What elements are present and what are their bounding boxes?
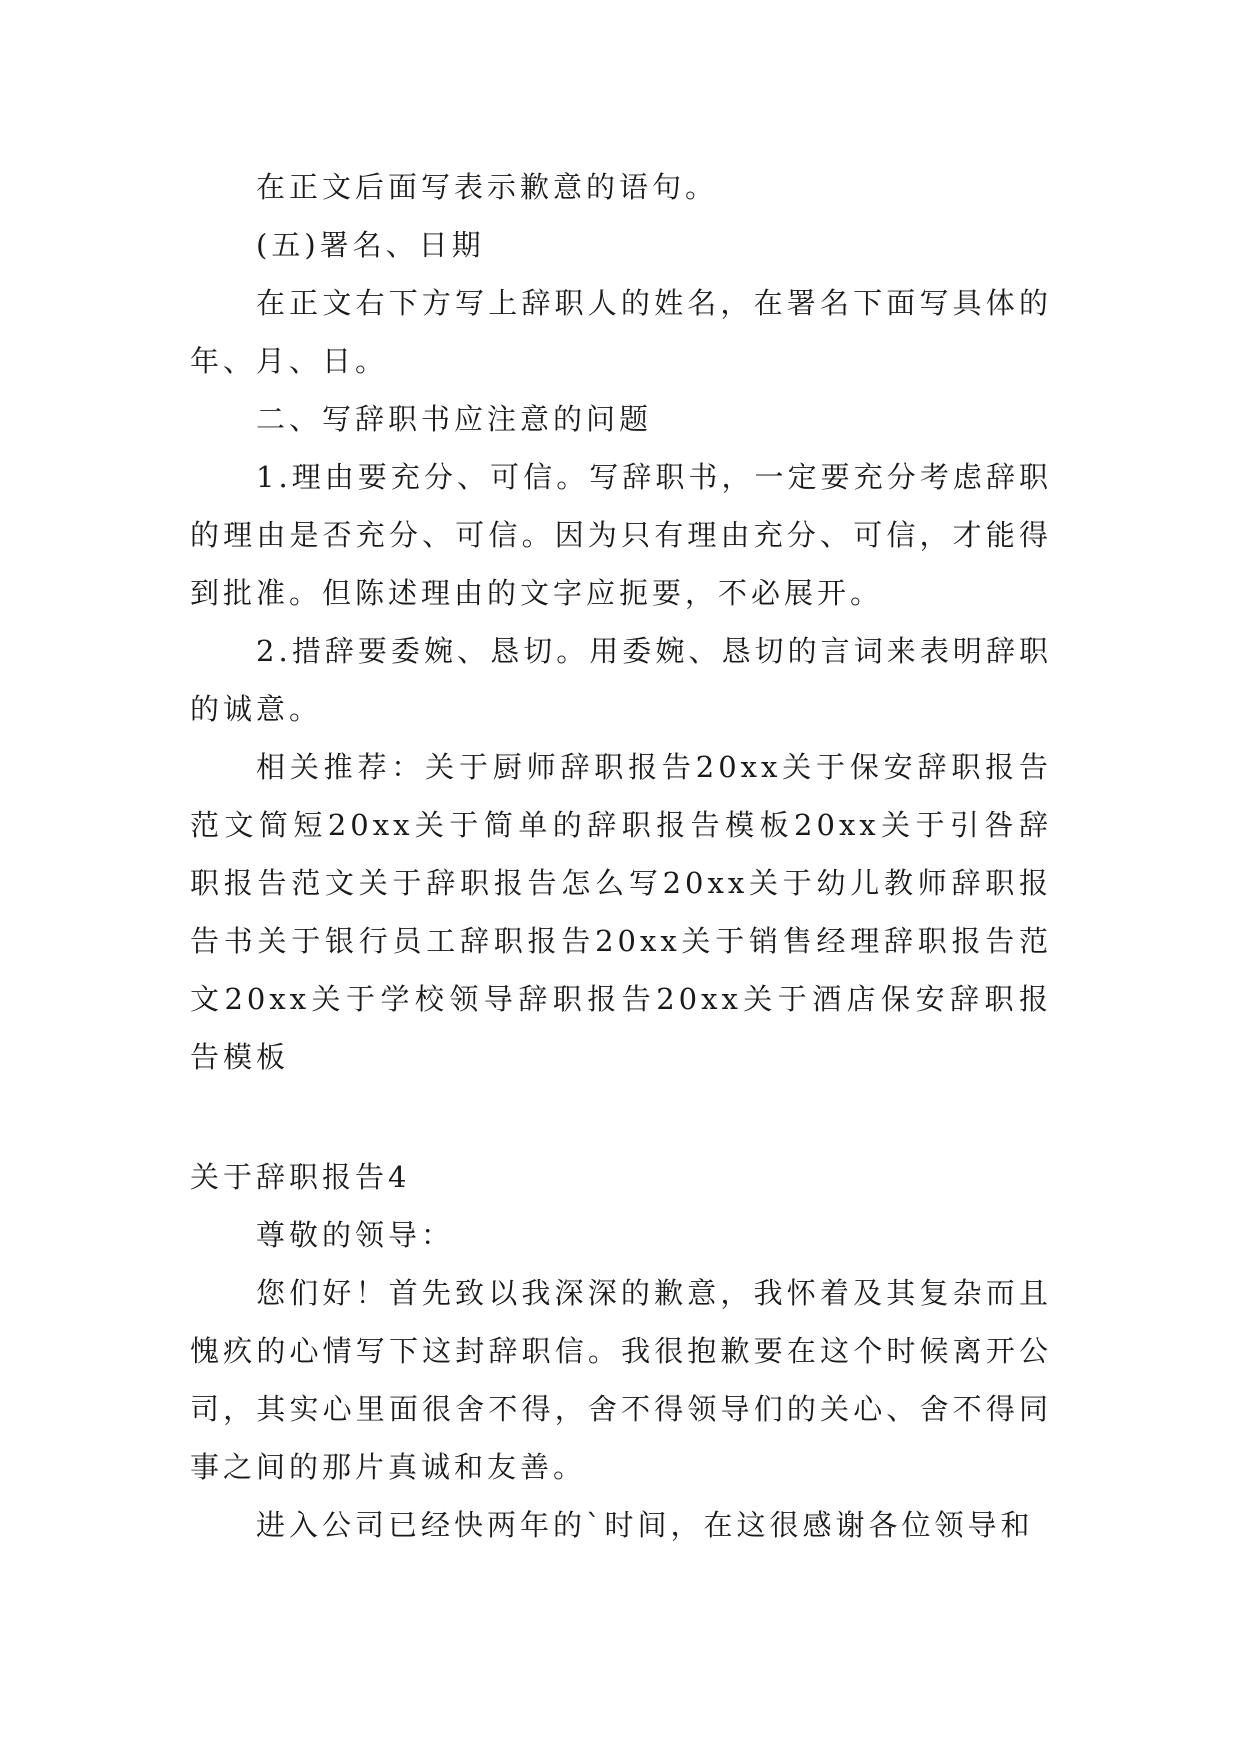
paragraph: 您们好！首先致以我深深的歉意，我怀着及其复杂而且愧疚的心情写下这封辞职信。我很抱歉要在这个时候离开公司，其实心里面很舍不得，舍不得领导们的关心、舍不得同事之间的那片真诚和友善。 bbox=[190, 1276, 1052, 1484]
paragraph: (五)署名、日期 bbox=[256, 228, 485, 262]
paragraph: 在正文右下方写上辞职人的姓名，在署名下面写具体的年、月、日。 bbox=[190, 286, 1052, 378]
paragraph: 二、写辞职书应注意的问题 bbox=[256, 402, 653, 436]
paragraph: 1.理由要充分、可信。写辞职书，一定要充分考虑辞职的理由是否充分、可信。因为只有理由充分、可信，才能得到批准。但陈述理由的文字应扼要，不必展开。 bbox=[190, 460, 1052, 610]
section-4 bbox=[190, 1148, 1052, 1554]
paragraph: 在正文后面写表示歉意的语句。 bbox=[256, 170, 719, 204]
previous-section-body bbox=[190, 158, 1052, 1086]
paragraph: 2.措辞要委婉、恳切。用委婉、恳切的言词来表明辞职的诚意。 bbox=[190, 634, 1052, 726]
related-recommendations: 相关推荐：关于厨师辞职报告20xx关于保安辞职报告范文简短20xx关于简单的辞职报告模板20xx关于引咎辞职报告范文关于辞职报告怎么写20xx关于幼儿教师辞职报告书关于银行员工辞职报告20xx关于销售经理辞职报告范文20xx关于学校领导辞职报告20xx关于酒店保安辞职报告模板 bbox=[190, 750, 1052, 1074]
section-title: 关于辞职报告4 bbox=[190, 1160, 411, 1194]
salutation: 尊敬的领导： bbox=[256, 1218, 455, 1252]
paragraph: 进入公司已经快两年的`时间，在这很感谢各位领导和 bbox=[256, 1508, 1034, 1542]
